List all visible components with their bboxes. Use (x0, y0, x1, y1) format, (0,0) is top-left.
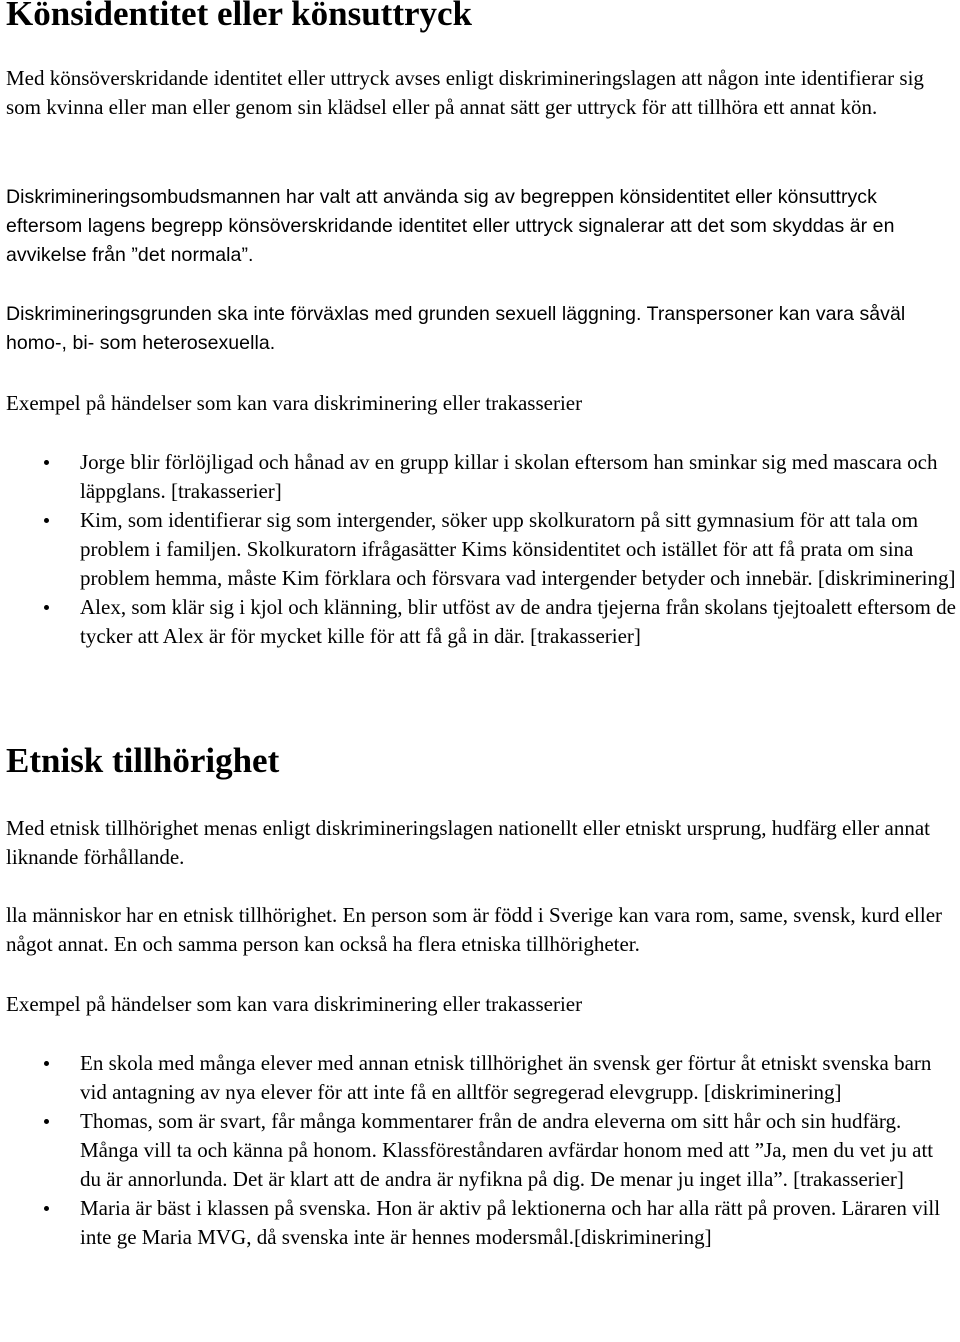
paragraph-definition: Med könsöverskridande identitet eller uttryck avses enligt diskrimineringslagen att någon inte identifierar sig som kvinna eller man eller genom sin klädsel eller på annat sätt ger uttryck för att tillhöra ett annat kön. (6, 66, 924, 119)
paragraph-everyone-ethnicity: lla människor har en etnisk tillhörighet. En person som är född i Sverige kan vara rom, same, svensk, kurd eller något annat. En och samma person kan också ha flera etniska tillhörigheter. (6, 903, 943, 956)
bullet-icon (44, 1119, 49, 1124)
examples-list-2 (6, 1049, 956, 1252)
list-item: Kim, som identifierar sig som intergender, söker upp skolkuratorn på sitt gymnasium för att tala om problem i familjen. Skolkuratorn ifrågasätter Kims könsidentitet och istället för att få prata om sina problem hemma, måste Kim förklara och försvara vad intergender betyder och innebär. [diskriminering] (6, 506, 956, 593)
bullet-icon (44, 460, 49, 465)
paragraph-ethnicity-definition: Med etnisk tillhörighet menas enligt diskrimineringslagen nationellt eller etniskt ursprung, hudfärg eller annat liknande förhållande. (6, 816, 930, 869)
examples-title-2: Exempel på händelser som kan vara diskriminering eller trakasserier (6, 992, 583, 1016)
examples-list-1 (6, 448, 956, 651)
list-item: Thomas, som är svart, får många kommentarer från de andra eleverna om sitt hår och sin hudfärg. Många vill ta och känna på honom. Klassföreståndaren avfärdar honom med att ”Ja, men du vet ju att du är annorlunda. Det är klart att de andra är nyfikna på dig. De menar ju inget illa”. [trakasserier] (6, 1107, 956, 1194)
bullet-icon (44, 518, 49, 523)
bullet-icon (44, 1061, 49, 1066)
section-heading-gender-identity: Könsidentitet eller könsuttryck (6, 0, 473, 33)
list-item: Jorge blir förlöjligad och hånad av en grupp killar i skolan eftersom han sminkar sig med mascara och läppglans. [trakasserier] (6, 448, 956, 506)
bullet-icon (44, 1206, 49, 1211)
list-item: Alex, som klär sig i kjol och klänning, blir utföst av de andra tjejerna från skolans tjejtoalett eftersom de tycker att Alex är för mycket kille för att få gå in där. [trakasserier] (6, 593, 956, 651)
list-item: Maria är bäst i klassen på svenska. Hon är aktiv på lektionerna och har alla rätt på proven. Läraren vill inte ge Maria MVG, då svenska inte är hennes modersmål.[diskriminering] (6, 1194, 956, 1252)
section-heading-ethnicity: Etnisk tillhörighet (6, 741, 280, 780)
paragraph-sexual-orientation: Diskrimineringsgrunden ska inte förväxlas med grunden sexuell läggning. Transpersoner kan vara såväl homo-, bi- som heterosexuella. (6, 303, 906, 354)
paragraph-do-terminology: Diskrimineringsombudsmannen har valt att använda sig av begreppen könsidentitet eller könsuttryck eftersom lagens begrepp könsöverskridande identitet eller uttryck signalerar att det som skyddas är en avvikelse från ”det normala”. (6, 186, 895, 266)
list-item: En skola med många elever med annan etnisk tillhörighet än svensk ger förtur åt etniskt svenska barn vid antagning av nya elever för att inte få en alltför segregerad elevgrupp. [diskriminering] (6, 1049, 956, 1107)
bullet-icon (44, 605, 49, 610)
examples-title-1: Exempel på händelser som kan vara diskriminering eller trakasserier (6, 391, 583, 415)
